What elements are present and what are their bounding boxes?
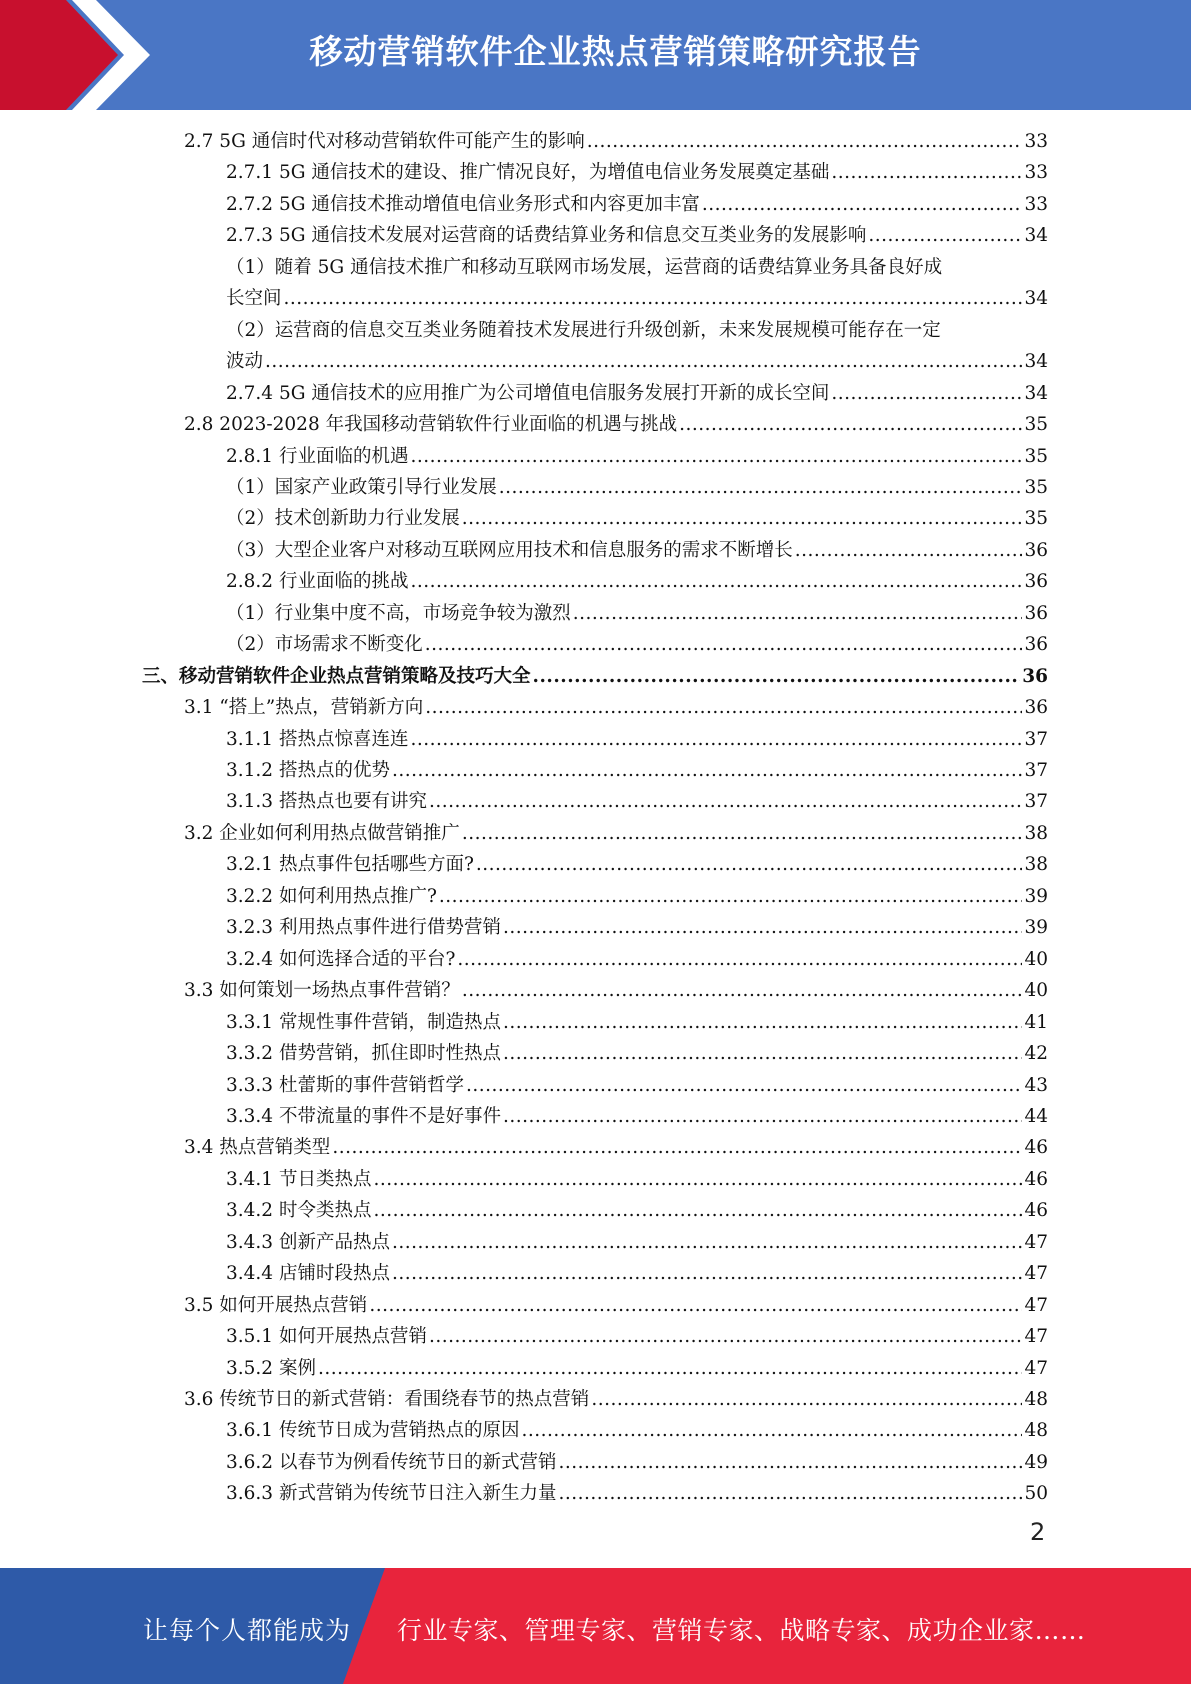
toc-entry[interactable] bbox=[184, 410, 1048, 440]
toc-entry[interactable] bbox=[226, 442, 1048, 472]
toc-entry-page: 38 bbox=[1024, 854, 1048, 876]
toc-leader-dots bbox=[392, 756, 1022, 786]
toc-entry-label: 3.3.1 常规性事件营销，制造热点 bbox=[226, 1011, 501, 1033]
toc-entry-label: 2.7 5G 通信时代对移动营销软件可能产生的影响 bbox=[184, 131, 585, 152]
toc-leader-dots bbox=[533, 662, 1021, 692]
toc-leader-dots bbox=[462, 504, 1023, 534]
toc-entry-page: 36 bbox=[1022, 665, 1048, 687]
header-banner bbox=[0, 0, 1191, 110]
toc-entry-page: 47 bbox=[1024, 1326, 1048, 1348]
toc-leader-dots bbox=[332, 1133, 1022, 1163]
toc-entry[interactable] bbox=[226, 1416, 1048, 1446]
toc-entry-page: 39 bbox=[1024, 885, 1048, 907]
toc-leader-dots bbox=[410, 442, 1022, 472]
toc-entry-page: 50 bbox=[1024, 1483, 1048, 1505]
toc-entry-label: 3.4 热点营销类型 bbox=[184, 1137, 331, 1159]
toc-entry[interactable] bbox=[226, 504, 1048, 534]
toc-entry[interactable] bbox=[226, 221, 1048, 251]
toc-entry-label: 3.4.2 时令类热点 bbox=[226, 1200, 372, 1222]
toc-entry-page: 36 bbox=[1024, 697, 1048, 719]
toc-entry[interactable] bbox=[226, 725, 1048, 755]
toc-entry-label: 2.7.4 5G 通信技术的应用推广为公司增值电信服务发展打开新的成长空间 bbox=[226, 382, 830, 404]
toc-entry-label: 2.7.2 5G 通信技术推动增值电信业务形式和内容更加丰富 bbox=[226, 193, 700, 215]
toc-entry[interactable] bbox=[226, 1322, 1048, 1352]
toc-entry[interactable] bbox=[184, 1385, 1048, 1415]
footer-banner bbox=[0, 1568, 1191, 1684]
toc-leader-dots bbox=[503, 1039, 1022, 1069]
footer-slogan-left: 让每个人都能成为 bbox=[143, 1616, 352, 1645]
toc-entry-label: 3.4.3 创新产品热点 bbox=[226, 1231, 390, 1253]
toc-entry[interactable] bbox=[226, 945, 1048, 975]
toc-leader-dots bbox=[573, 599, 1023, 629]
toc-entry-page: 37 bbox=[1024, 728, 1048, 750]
toc-entry-label: （1）国家产业政策引导行业发展 bbox=[226, 476, 497, 498]
toc-entry-label: 3.6 传统节日的新式营销：看围绕春节的热点营销 bbox=[184, 1389, 590, 1410]
footer-slogan-right: 行业专家、管理专家、营销专家、战略专家、成功企业家…… bbox=[397, 1616, 1086, 1645]
toc-leader-dots bbox=[369, 1291, 1022, 1321]
toc-leader-dots bbox=[503, 913, 1022, 943]
toc-entry-label: 3.2.2 如何利用热点推广? bbox=[226, 885, 437, 907]
toc-entry-page: 34 bbox=[1024, 382, 1048, 404]
toc-entry-label: 3.2.3 利用热点事件进行借势营销 bbox=[226, 917, 501, 939]
toc-leader-dots bbox=[521, 1416, 1022, 1446]
toc-entry[interactable] bbox=[226, 599, 1048, 629]
toc-entry-page: 33 bbox=[1024, 131, 1048, 152]
toc-entry-label: 3.1.2 搭热点的优势 bbox=[226, 760, 390, 781]
toc-entry-page: 47 bbox=[1024, 1294, 1048, 1316]
toc-leader-dots bbox=[429, 787, 1022, 817]
toc-entry-label: 2.8.1 行业面临的机遇 bbox=[226, 445, 409, 467]
toc-entry-label: 3.1 “搭上”热点，营销新方向 bbox=[184, 697, 424, 719]
toc-entry-label: 长空间 bbox=[226, 288, 282, 310]
toc-leader-dots bbox=[318, 1354, 1023, 1384]
toc-entry-label: 2.7.1 5G 通信技术的建设、推广情况良好，为增值电信业务发展奠定基础 bbox=[226, 162, 830, 184]
toc-entry[interactable] bbox=[226, 882, 1048, 912]
toc-entry[interactable] bbox=[184, 819, 1048, 849]
toc-leader-dots bbox=[476, 850, 1023, 880]
toc-leader-dots bbox=[284, 284, 1023, 314]
toc-entry-line: （2）运营商的信息交互类业务随着技术发展进行升级创新，未来发展规模可能存在一定 bbox=[226, 319, 941, 341]
toc-entry[interactable] bbox=[226, 347, 1048, 377]
toc-entry-label: 3.2 企业如何利用热点做营销推广 bbox=[184, 822, 460, 844]
toc-entry-label: 3.3.4 不带流量的事件不是好事件 bbox=[226, 1105, 501, 1127]
toc-entry-page: 43 bbox=[1024, 1074, 1048, 1096]
toc-entry-page: 35 bbox=[1024, 445, 1048, 467]
page-number: 2 bbox=[1030, 1518, 1046, 1546]
toc-leader-dots bbox=[429, 1322, 1022, 1352]
toc-entry-page: 36 bbox=[1024, 634, 1048, 656]
toc-entry-page: 36 bbox=[1024, 602, 1048, 624]
toc-entry-label: 3.3.2 借势营销，抓住即时性热点 bbox=[226, 1043, 501, 1065]
toc-entry[interactable] bbox=[226, 850, 1048, 880]
toc-entry-label: 波动 bbox=[226, 351, 264, 373]
toc-leader-dots bbox=[410, 567, 1022, 597]
toc-leader-dots bbox=[831, 158, 1022, 188]
toc-entry-page: 35 bbox=[1024, 508, 1048, 530]
toc-entry[interactable] bbox=[226, 567, 1048, 597]
toc-leader-dots bbox=[795, 536, 1023, 566]
toc-entry[interactable] bbox=[226, 1039, 1048, 1069]
toc-leader-dots bbox=[587, 127, 1023, 157]
toc-entry[interactable] bbox=[142, 662, 1048, 692]
toc-leader-dots bbox=[503, 1008, 1022, 1038]
toc-entry[interactable] bbox=[226, 1448, 1048, 1478]
toc-entry[interactable] bbox=[226, 536, 1048, 566]
toc-entry[interactable] bbox=[226, 1196, 1048, 1226]
toc-entry-page: 47 bbox=[1024, 1357, 1048, 1379]
toc-entry-page: 38 bbox=[1024, 822, 1048, 844]
toc-entry-label: 3.2.4 如何选择合适的平台? bbox=[226, 948, 456, 970]
toc-leader-dots bbox=[392, 1228, 1022, 1258]
toc-entry-label: 3.5 如何开展热点营销 bbox=[184, 1294, 368, 1316]
toc-entry-page: 46 bbox=[1024, 1200, 1048, 1222]
toc-entry-label: 3.3 如何策划一场热点事件营销？ bbox=[184, 980, 460, 1002]
toc-entry-label: 3.4.4 店铺时段热点 bbox=[226, 1263, 390, 1285]
toc-leader-dots bbox=[462, 976, 1023, 1006]
toc-entry[interactable] bbox=[226, 1479, 1048, 1509]
toc-entry[interactable] bbox=[226, 379, 1048, 409]
toc-entry-page: 33 bbox=[1024, 162, 1048, 184]
toc-entry-label: 3.6.1 传统节日成为营销热点的原因 bbox=[226, 1420, 520, 1442]
toc-entry-label: 2.7.3 5G 通信技术发展对运营商的话费结算业务和信息交互类业务的发展影响 bbox=[226, 225, 867, 247]
report-title: 移动营销软件企业热点营销策略研究报告 bbox=[309, 32, 922, 71]
toc-entry-page: 33 bbox=[1024, 193, 1048, 215]
toc-leader-dots bbox=[462, 819, 1023, 849]
toc-leader-dots bbox=[558, 1448, 1022, 1478]
toc-leader-dots bbox=[503, 1102, 1022, 1132]
toc-leader-dots bbox=[868, 221, 1022, 251]
toc-leader-dots bbox=[702, 190, 1023, 220]
toc-entry-page: 48 bbox=[1024, 1389, 1048, 1410]
toc-entry-line: （1）随着 5G 通信技术推广和移动互联网市场发展，运营商的话费结算业务具备良好成 bbox=[226, 256, 943, 278]
toc-entry-page: 35 bbox=[1024, 476, 1048, 498]
toc-entry[interactable] bbox=[226, 913, 1048, 943]
toc-entry-label: 3.5.2 案例 bbox=[226, 1357, 316, 1379]
toc-entry[interactable] bbox=[226, 756, 1048, 786]
toc-entry[interactable] bbox=[184, 693, 1048, 723]
toc-leader-dots bbox=[410, 725, 1022, 755]
toc-entry-label: 3.1.1 搭热点惊喜连连 bbox=[226, 728, 409, 750]
toc-entry[interactable] bbox=[226, 1102, 1048, 1132]
toc-entry[interactable] bbox=[226, 630, 1048, 660]
toc-entry-page: 36 bbox=[1024, 539, 1048, 561]
toc-entry[interactable] bbox=[226, 158, 1048, 188]
toc-entry-page: 35 bbox=[1024, 414, 1048, 436]
toc-leader-dots bbox=[373, 1165, 1022, 1195]
toc-leader-dots bbox=[392, 1259, 1022, 1289]
toc-entry-page: 48 bbox=[1024, 1420, 1048, 1442]
toc-entry[interactable] bbox=[184, 976, 1048, 1006]
toc-entry[interactable] bbox=[226, 473, 1048, 503]
toc-entry-page: 47 bbox=[1024, 1231, 1048, 1253]
toc-leader-dots bbox=[373, 1196, 1022, 1226]
toc-entry-page: 37 bbox=[1024, 760, 1048, 781]
toc-entry-page: 42 bbox=[1024, 1043, 1048, 1065]
toc-entry-label: 三、移动营销软件企业热点营销策略及技巧大全 bbox=[142, 665, 531, 687]
toc-leader-dots bbox=[831, 379, 1022, 409]
toc-leader-dots bbox=[457, 945, 1022, 975]
toc-entry-label: 3.1.3 搭热点也要有讲究 bbox=[226, 791, 427, 813]
toc-entry-page: 34 bbox=[1024, 351, 1048, 373]
toc-entry-page: 41 bbox=[1024, 1011, 1048, 1033]
toc-entry-label: 2.8.2 行业面临的挑战 bbox=[226, 571, 409, 593]
toc-entry-label: （3）大型企业客户对移动互联网应用技术和信息服务的需求不断增长 bbox=[226, 539, 793, 561]
toc-entry-page: 34 bbox=[1024, 288, 1048, 310]
toc-entry-label: 3.6.2 以春节为例看传统节日的新式营销 bbox=[226, 1451, 557, 1473]
toc-entry[interactable] bbox=[226, 1165, 1048, 1195]
toc-leader-dots bbox=[265, 347, 1022, 377]
toc-entry[interactable] bbox=[226, 787, 1048, 817]
toc-entry-page: 34 bbox=[1024, 225, 1048, 247]
toc-entry[interactable] bbox=[226, 1259, 1048, 1289]
toc-entry-label: （2）市场需求不断变化 bbox=[226, 634, 423, 656]
toc-entry[interactable] bbox=[226, 1071, 1048, 1101]
toc-entry-label: 2.8 2023-2028 年我国移动营销软件行业面临的机遇与挑战 bbox=[184, 414, 678, 436]
toc-entry-page: 44 bbox=[1024, 1105, 1048, 1127]
toc-leader-dots bbox=[558, 1479, 1022, 1509]
toc-entry-page: 37 bbox=[1024, 791, 1048, 813]
toc-leader-dots bbox=[439, 882, 1023, 912]
toc-entry[interactable] bbox=[226, 190, 1048, 220]
toc-entry-label: 3.6.3 新式营销为传统节日注入新生力量 bbox=[226, 1483, 557, 1505]
toc-entry[interactable] bbox=[226, 1008, 1048, 1038]
toc-entry-page: 36 bbox=[1024, 571, 1048, 593]
toc-entry-label: 3.2.1 热点事件包括哪些方面? bbox=[226, 854, 474, 876]
toc-entry-label: （2）技术创新助力行业发展 bbox=[226, 508, 460, 530]
toc-entry[interactable] bbox=[226, 284, 1048, 314]
toc-entry-label: （1）行业集中度不高，市场竞争较为激烈 bbox=[226, 602, 571, 624]
toc-entry-page: 40 bbox=[1024, 980, 1048, 1002]
toc-entry-page: 47 bbox=[1024, 1263, 1048, 1285]
toc-entry-page: 39 bbox=[1024, 917, 1048, 939]
toc-entry-page: 49 bbox=[1024, 1451, 1048, 1473]
toc-entry-label: 3.3.3 杜蕾斯的事件营销哲学 bbox=[226, 1074, 464, 1096]
toc-leader-dots bbox=[466, 1071, 1022, 1101]
toc-entry-label: 3.5.1 如何开展热点营销 bbox=[226, 1326, 427, 1348]
toc-entry[interactable] bbox=[184, 127, 1048, 157]
toc-leader-dots bbox=[499, 473, 1023, 503]
toc-entry-page: 40 bbox=[1024, 948, 1048, 970]
toc-entry[interactable] bbox=[184, 1133, 1048, 1163]
toc-leader-dots bbox=[591, 1385, 1022, 1415]
toc-entry-page: 46 bbox=[1024, 1168, 1048, 1190]
toc-entry-label: 3.4.1 节日类热点 bbox=[226, 1168, 372, 1190]
toc-leader-dots bbox=[425, 693, 1022, 723]
toc-entry-page: 46 bbox=[1024, 1137, 1048, 1159]
toc-entry[interactable] bbox=[226, 1354, 1048, 1384]
toc-entry[interactable] bbox=[184, 1291, 1048, 1321]
toc-leader-dots bbox=[425, 630, 1023, 660]
toc-entry[interactable] bbox=[226, 1228, 1048, 1258]
toc-leader-dots bbox=[679, 410, 1022, 440]
